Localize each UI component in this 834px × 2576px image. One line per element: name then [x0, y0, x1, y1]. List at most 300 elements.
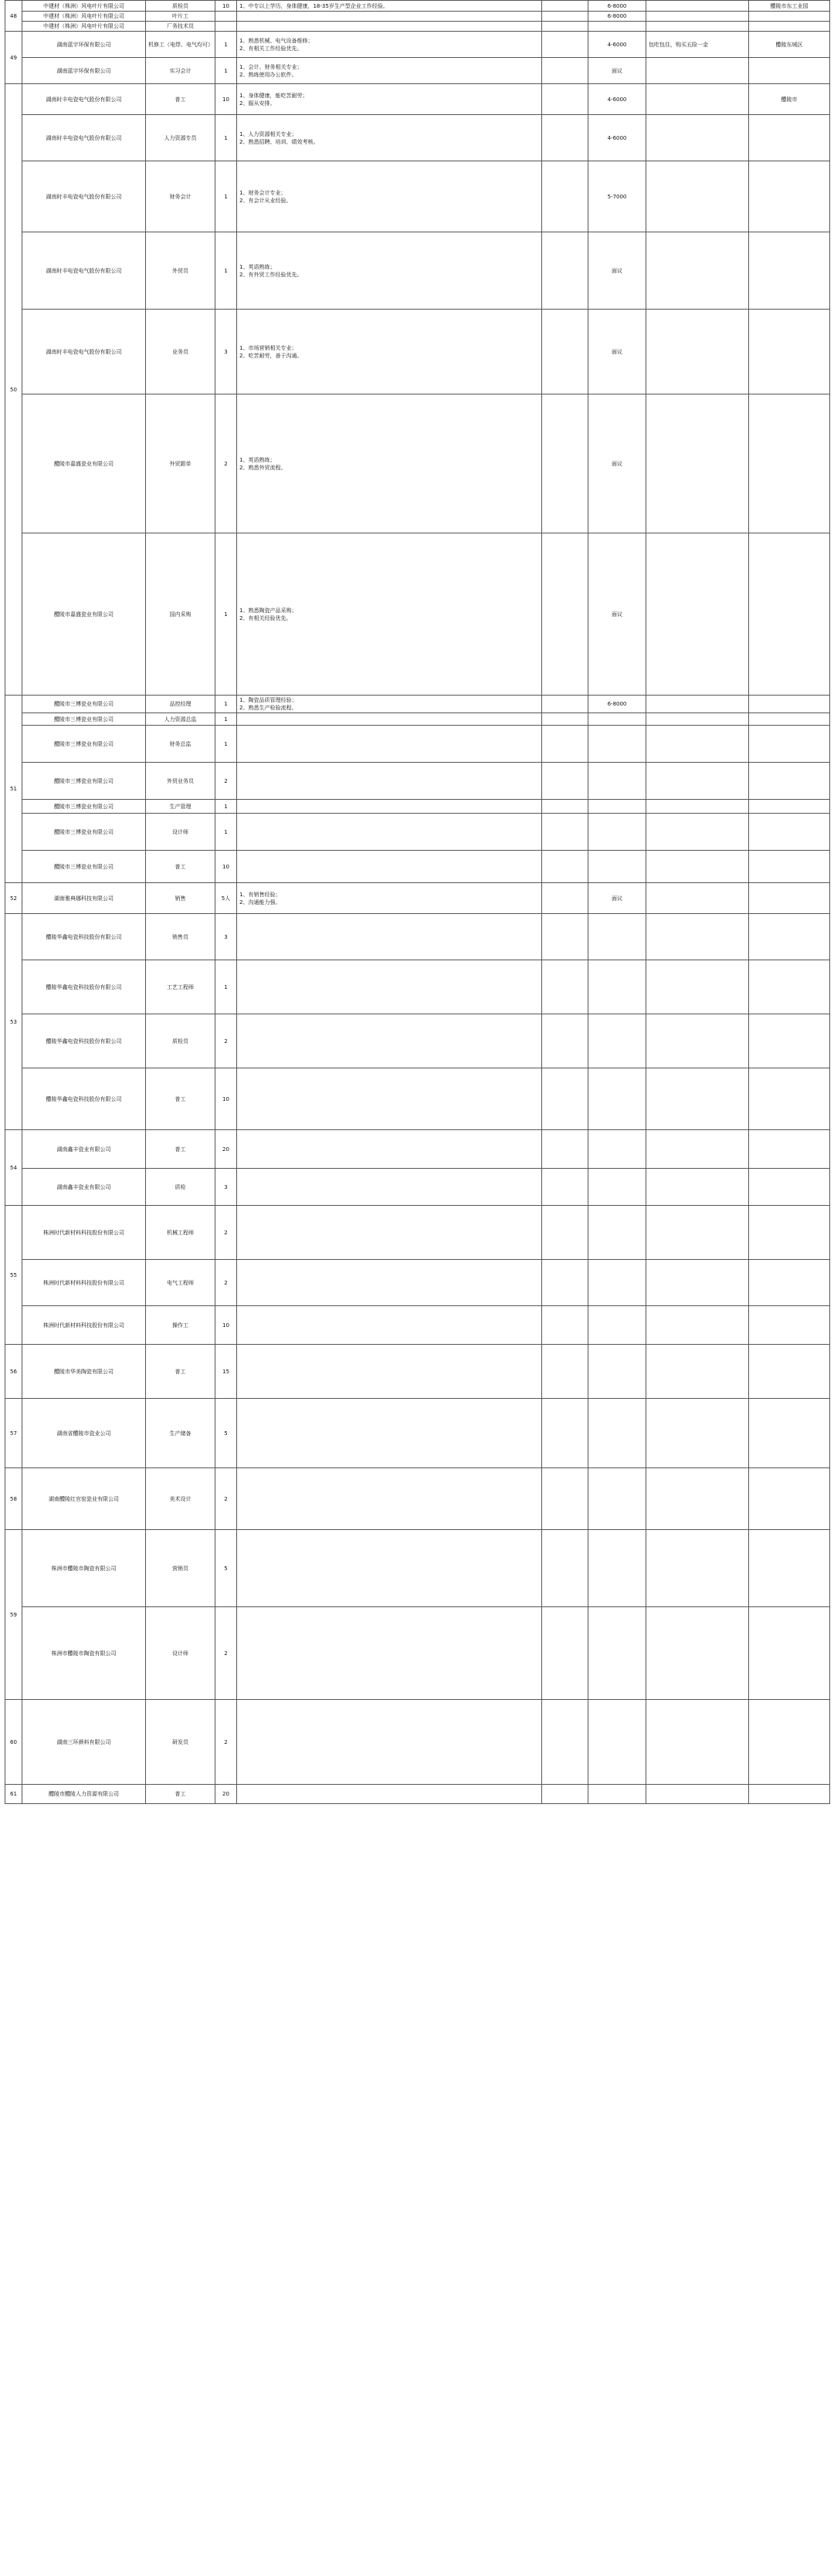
salary-cell: 面议	[588, 232, 646, 310]
location-cell	[749, 1607, 830, 1700]
headcount-cell: 2	[215, 1206, 237, 1260]
benefits-cell	[646, 726, 749, 763]
education-cell	[542, 22, 588, 32]
company-cell: 醴陵市三博瓷业有限公司	[22, 696, 146, 713]
company-cell: 醴陵市华美陶瓷有限公司	[22, 1345, 146, 1399]
position-cell: 生产储备	[146, 1399, 215, 1468]
company-cell: 湖南蓝宇环保有限公司	[22, 32, 146, 58]
benefits-cell	[646, 1607, 749, 1700]
headcount-cell: 1	[215, 58, 237, 84]
position-cell: 普工	[146, 1785, 215, 1804]
position-cell: 普工	[146, 1345, 215, 1399]
company-cell: 醴陵华鑫电瓷科技股份有限公司	[22, 960, 146, 1014]
requirements-cell	[237, 1014, 542, 1068]
location-cell	[749, 1700, 830, 1785]
headcount-cell: 1	[215, 533, 237, 696]
section-number: 59	[5, 1530, 22, 1700]
education-cell	[542, 713, 588, 726]
benefits-cell	[646, 1068, 749, 1130]
education-cell	[542, 726, 588, 763]
salary-cell	[588, 763, 646, 800]
location-cell	[749, 22, 830, 32]
section-number: 57	[5, 1399, 22, 1468]
requirements-cell	[237, 713, 542, 726]
position-cell: 电气工程师	[146, 1260, 215, 1306]
salary-cell	[588, 814, 646, 851]
salary-cell	[588, 713, 646, 726]
education-cell	[542, 763, 588, 800]
company-cell: 湖南时丰电瓷电气股份有限公司	[22, 161, 146, 232]
headcount-cell: 1	[215, 960, 237, 1014]
benefits-cell	[646, 22, 749, 32]
education-cell	[542, 1, 588, 12]
salary-cell	[588, 22, 646, 32]
section-number: 58	[5, 1468, 22, 1530]
salary-cell	[588, 1607, 646, 1700]
position-cell: 实习会计	[146, 58, 215, 84]
location-cell	[749, 161, 830, 232]
position-cell: 机械工程师	[146, 1206, 215, 1260]
benefits-cell	[646, 1260, 749, 1306]
company-cell: 湖南鑫丰瓷业有限公司	[22, 1130, 146, 1169]
education-cell	[542, 851, 588, 883]
table-row	[5, 1130, 830, 1169]
benefits-cell	[646, 763, 749, 800]
headcount-cell	[215, 12, 237, 22]
company-cell: 醴陵市醴陵人力资源有限公司	[22, 1785, 146, 1804]
salary-cell	[588, 1530, 646, 1607]
requirements-cell	[237, 1785, 542, 1804]
salary-cell	[588, 1700, 646, 1785]
education-cell	[542, 800, 588, 814]
table-row	[5, 1468, 830, 1530]
requirements-cell	[237, 800, 542, 814]
company-cell: 醴陵市三博瓷业有限公司	[22, 851, 146, 883]
company-cell: 株洲市醴陵市陶瓷有限公司	[22, 1607, 146, 1700]
headcount-cell: 1	[215, 800, 237, 814]
section-number: 48	[5, 1, 22, 32]
company-cell: 中建材（株洲）风电叶片有限公司	[22, 12, 146, 22]
company-cell: 湖南省醴陵市瓷业公司	[22, 1399, 146, 1468]
table-row	[5, 800, 830, 814]
location-cell	[749, 851, 830, 883]
table-row	[5, 84, 830, 115]
company-cell: 醴陵市嘉盛瓷业有限公司	[22, 533, 146, 696]
position-cell: 设计师	[146, 814, 215, 851]
salary-cell: 4-6000	[588, 115, 646, 161]
requirements-cell: 1、英语熟练； 2、熟悉外贸流程。	[237, 394, 542, 533]
headcount-cell: 10	[215, 84, 237, 115]
position-cell: 普工	[146, 1068, 215, 1130]
company-cell: 湖南时丰电瓷电气股份有限公司	[22, 310, 146, 394]
requirements-cell	[237, 960, 542, 1014]
location-cell	[749, 914, 830, 960]
benefits-cell	[646, 800, 749, 814]
requirements-cell: 1、英语熟练； 2、有外贸工作经验优先。	[237, 232, 542, 310]
requirements-cell	[237, 851, 542, 883]
position-cell: 品控经理	[146, 696, 215, 713]
education-cell	[542, 310, 588, 394]
requirements-cell	[237, 1130, 542, 1169]
requirements-cell: 1、熟悉陶瓷产品采购； 2、有相关经验优先。	[237, 533, 542, 696]
location-cell	[749, 533, 830, 696]
position-cell: 机修工（电焊、电气均可）	[146, 32, 215, 58]
headcount-cell: 2	[215, 1014, 237, 1068]
salary-cell	[588, 914, 646, 960]
requirements-cell: 1、市场营销相关专业； 2、吃苦耐劳，善于沟通。	[237, 310, 542, 394]
education-cell	[542, 115, 588, 161]
salary-cell: 面议	[588, 310, 646, 394]
table-row	[5, 763, 830, 800]
table-row	[5, 1068, 830, 1130]
benefits-cell	[646, 12, 749, 22]
location-cell	[749, 1014, 830, 1068]
table-row	[5, 814, 830, 851]
benefits-cell	[646, 883, 749, 914]
education-cell	[542, 1785, 588, 1804]
location-cell	[749, 58, 830, 84]
salary-cell	[588, 1468, 646, 1530]
table-row	[5, 1306, 830, 1345]
company-cell: 湖南鑫丰瓷业有限公司	[22, 1169, 146, 1206]
position-cell: 财务会计	[146, 161, 215, 232]
position-cell: 质检员	[146, 1014, 215, 1068]
requirements-cell: 1、财务会计专业； 2、有会计从业经验。	[237, 161, 542, 232]
location-cell	[749, 1399, 830, 1468]
table-row	[5, 232, 830, 310]
company-cell: 湖南时丰电瓷电气股份有限公司	[22, 84, 146, 115]
requirements-cell	[237, 1068, 542, 1130]
table-row	[5, 115, 830, 161]
education-cell	[542, 1206, 588, 1260]
location-cell	[749, 12, 830, 22]
salary-cell: 6-8000	[588, 12, 646, 22]
section-number: 49	[5, 32, 22, 84]
salary-cell: 面议	[588, 394, 646, 533]
benefits-cell	[646, 232, 749, 310]
benefits-cell	[646, 310, 749, 394]
company-cell: 醴陵市三博瓷业有限公司	[22, 814, 146, 851]
position-cell: 生产管理	[146, 800, 215, 814]
salary-cell	[588, 1260, 646, 1306]
location-cell	[749, 1468, 830, 1530]
section-number: 55	[5, 1206, 22, 1345]
salary-cell: 6-8000	[588, 1, 646, 12]
location-cell	[749, 232, 830, 310]
table-row	[5, 1700, 830, 1785]
position-cell: 销售	[146, 883, 215, 914]
benefits-cell	[646, 1169, 749, 1206]
headcount-cell: 10	[215, 1068, 237, 1130]
headcount-cell: 5	[215, 1399, 237, 1468]
education-cell	[542, 58, 588, 84]
salary-cell: 4-6000	[588, 32, 646, 58]
headcount-cell: 1	[215, 115, 237, 161]
education-cell	[542, 161, 588, 232]
table-row	[5, 696, 830, 713]
location-cell	[749, 1260, 830, 1306]
company-cell: 湖南时丰电瓷电气股份有限公司	[22, 115, 146, 161]
position-cell: 美术设计	[146, 1468, 215, 1530]
location-cell	[749, 1130, 830, 1169]
salary-cell	[588, 800, 646, 814]
company-cell: 醴陵市三博瓷业有限公司	[22, 763, 146, 800]
requirements-cell	[237, 1468, 542, 1530]
education-cell	[542, 1700, 588, 1785]
benefits-cell	[646, 533, 749, 696]
table-row	[5, 851, 830, 883]
table-row	[5, 533, 830, 696]
education-cell	[542, 883, 588, 914]
location-cell: 醴陵市东工业园	[749, 1, 830, 12]
education-cell	[542, 814, 588, 851]
recruitment-table	[5, 0, 830, 1804]
location-cell	[749, 960, 830, 1014]
company-cell: 醴陵华鑫电瓷科技股份有限公司	[22, 1068, 146, 1130]
education-cell	[542, 394, 588, 533]
table-row	[5, 1260, 830, 1306]
headcount-cell: 10	[215, 851, 237, 883]
requirements-cell: 1、陶瓷品质管理经验； 2、熟悉生产检验流程。	[237, 696, 542, 713]
education-cell	[542, 696, 588, 713]
headcount-cell: 1	[215, 713, 237, 726]
requirements-cell	[237, 1530, 542, 1607]
salary-cell	[588, 1014, 646, 1068]
table-row	[5, 1, 830, 12]
table-row	[5, 1345, 830, 1399]
requirements-cell	[237, 12, 542, 22]
requirements-cell	[237, 763, 542, 800]
headcount-cell: 20	[215, 1785, 237, 1804]
headcount-cell: 5人	[215, 883, 237, 914]
location-cell	[749, 1068, 830, 1130]
company-cell: 株洲时代新材料科技股份有限公司	[22, 1206, 146, 1260]
education-cell	[542, 1169, 588, 1206]
headcount-cell: 1	[215, 726, 237, 763]
position-cell: 普工	[146, 84, 215, 115]
company-cell: 湖南蓝宇环保有限公司	[22, 58, 146, 84]
benefits-cell	[646, 1468, 749, 1530]
salary-cell: 4-6000	[588, 84, 646, 115]
company-cell: 株洲时代新材料科技股份有限公司	[22, 1306, 146, 1345]
headcount-cell	[215, 22, 237, 32]
location-cell	[749, 1785, 830, 1804]
headcount-cell: 5	[215, 1530, 237, 1607]
company-cell: 湖南雅典娜科技有限公司	[22, 883, 146, 914]
benefits-cell	[646, 1345, 749, 1399]
requirements-cell	[237, 1260, 542, 1306]
benefits-cell	[646, 1700, 749, 1785]
location-cell	[749, 814, 830, 851]
table-row	[5, 22, 830, 32]
table-row	[5, 1169, 830, 1206]
company-cell: 醴陵市嘉盛瓷业有限公司	[22, 394, 146, 533]
education-cell	[542, 1130, 588, 1169]
education-cell	[542, 1607, 588, 1700]
benefits-cell: 包吃包住，购买五险一金	[646, 32, 749, 58]
section-number: 61	[5, 1785, 22, 1804]
salary-cell	[588, 1206, 646, 1260]
company-cell: 株洲市醴陵市陶瓷有限公司	[22, 1530, 146, 1607]
salary-cell: 6-8000	[588, 696, 646, 713]
table-row	[5, 1014, 830, 1068]
education-cell	[542, 1468, 588, 1530]
headcount-cell: 2	[215, 1700, 237, 1785]
location-cell	[749, 1206, 830, 1260]
position-cell: 外贸员	[146, 232, 215, 310]
location-cell	[749, 1345, 830, 1399]
table-row	[5, 1206, 830, 1260]
position-cell: 质检员	[146, 1, 215, 12]
position-cell: 研发员	[146, 1700, 215, 1785]
table-row	[5, 310, 830, 394]
requirements-cell	[237, 1607, 542, 1700]
benefits-cell	[646, 851, 749, 883]
position-cell: 业务员	[146, 310, 215, 394]
section-number: 60	[5, 1700, 22, 1785]
salary-cell	[588, 1306, 646, 1345]
salary-cell	[588, 1785, 646, 1804]
headcount-cell: 15	[215, 1345, 237, 1399]
benefits-cell	[646, 713, 749, 726]
section-number: 53	[5, 914, 22, 1130]
education-cell	[542, 1306, 588, 1345]
table-row	[5, 12, 830, 22]
position-cell: 叶片工	[146, 12, 215, 22]
benefits-cell	[646, 1130, 749, 1169]
position-cell: 外贸跟单	[146, 394, 215, 533]
headcount-cell: 3	[215, 310, 237, 394]
requirements-cell	[237, 1169, 542, 1206]
table-row	[5, 960, 830, 1014]
salary-cell: 5-7000	[588, 161, 646, 232]
requirements-cell: 1、有销售经验； 2、沟通能力强。	[237, 883, 542, 914]
education-cell	[542, 1260, 588, 1306]
location-cell: 醴陵市	[749, 84, 830, 115]
headcount-cell: 1	[215, 161, 237, 232]
location-cell	[749, 696, 830, 713]
education-cell	[542, 1399, 588, 1468]
table-row	[5, 58, 830, 84]
table-row	[5, 394, 830, 533]
salary-cell	[588, 1169, 646, 1206]
headcount-cell: 1	[215, 814, 237, 851]
position-cell: 工艺工程师	[146, 960, 215, 1014]
benefits-cell	[646, 1785, 749, 1804]
salary-cell	[588, 1130, 646, 1169]
benefits-cell	[646, 1399, 749, 1468]
requirements-cell: 1、身体健康，能吃苦耐劳； 2、服从安排。	[237, 84, 542, 115]
requirements-cell	[237, 1700, 542, 1785]
position-cell: 财务总监	[146, 726, 215, 763]
position-cell: 设计师	[146, 1607, 215, 1700]
education-cell	[542, 1068, 588, 1130]
salary-cell	[588, 851, 646, 883]
requirements-cell	[237, 1206, 542, 1260]
location-cell	[749, 763, 830, 800]
salary-cell: 面议	[588, 883, 646, 914]
position-cell: 销售员	[146, 914, 215, 960]
section-number: 52	[5, 883, 22, 914]
benefits-cell	[646, 914, 749, 960]
table-row	[5, 1607, 830, 1700]
company-cell: 醴陵市三博瓷业有限公司	[22, 800, 146, 814]
headcount-cell: 2	[215, 394, 237, 533]
requirements-cell	[237, 814, 542, 851]
location-cell	[749, 115, 830, 161]
headcount-cell: 2	[215, 1260, 237, 1306]
company-cell: 湖南时丰电瓷电气股份有限公司	[22, 232, 146, 310]
headcount-cell: 3	[215, 1169, 237, 1206]
table-row	[5, 1785, 830, 1804]
education-cell	[542, 32, 588, 58]
company-cell: 湖南醴陵红官窑瓷业有限公司	[22, 1468, 146, 1530]
headcount-cell: 1	[215, 32, 237, 58]
section-number: 54	[5, 1130, 22, 1206]
position-cell: 国内采购	[146, 533, 215, 696]
location-cell	[749, 726, 830, 763]
location-cell	[749, 800, 830, 814]
education-cell	[542, 84, 588, 115]
table-row	[5, 914, 830, 960]
education-cell	[542, 1530, 588, 1607]
benefits-cell	[646, 1014, 749, 1068]
benefits-cell	[646, 58, 749, 84]
table-row	[5, 1399, 830, 1468]
headcount-cell: 10	[215, 1306, 237, 1345]
requirements-cell: 1、人力资源相关专业； 2、熟悉招聘、培训、绩效考核。	[237, 115, 542, 161]
table-row	[5, 1530, 830, 1607]
education-cell	[542, 914, 588, 960]
benefits-cell	[646, 1530, 749, 1607]
requirements-cell	[237, 1345, 542, 1399]
table-row	[5, 883, 830, 914]
company-cell: 中建材（株洲）风电叶片有限公司	[22, 1, 146, 12]
benefits-cell	[646, 1, 749, 12]
table-row	[5, 713, 830, 726]
location-cell	[749, 883, 830, 914]
headcount-cell: 20	[215, 1130, 237, 1169]
salary-cell	[588, 960, 646, 1014]
requirements-cell	[237, 1306, 542, 1345]
salary-cell	[588, 726, 646, 763]
position-cell: 质检	[146, 1169, 215, 1206]
headcount-cell: 2	[215, 763, 237, 800]
requirements-cell	[237, 726, 542, 763]
position-cell: 人力资源总监	[146, 713, 215, 726]
location-cell	[749, 1306, 830, 1345]
location-cell	[749, 1530, 830, 1607]
position-cell: 操作工	[146, 1306, 215, 1345]
company-cell: 醴陵华鑫电瓷科技股份有限公司	[22, 914, 146, 960]
location-cell	[749, 310, 830, 394]
education-cell	[542, 1345, 588, 1399]
headcount-cell: 2	[215, 1468, 237, 1530]
benefits-cell	[646, 1206, 749, 1260]
education-cell	[542, 232, 588, 310]
salary-cell: 面议	[588, 58, 646, 84]
company-cell: 醴陵市三博瓷业有限公司	[22, 713, 146, 726]
table-row	[5, 32, 830, 58]
section-number: 56	[5, 1345, 22, 1399]
position-cell: 营销员	[146, 1530, 215, 1607]
headcount-cell: 10	[215, 1, 237, 12]
table-row	[5, 726, 830, 763]
company-cell: 醴陵市三博瓷业有限公司	[22, 726, 146, 763]
headcount-cell: 1	[215, 232, 237, 310]
benefits-cell	[646, 161, 749, 232]
benefits-cell	[646, 814, 749, 851]
